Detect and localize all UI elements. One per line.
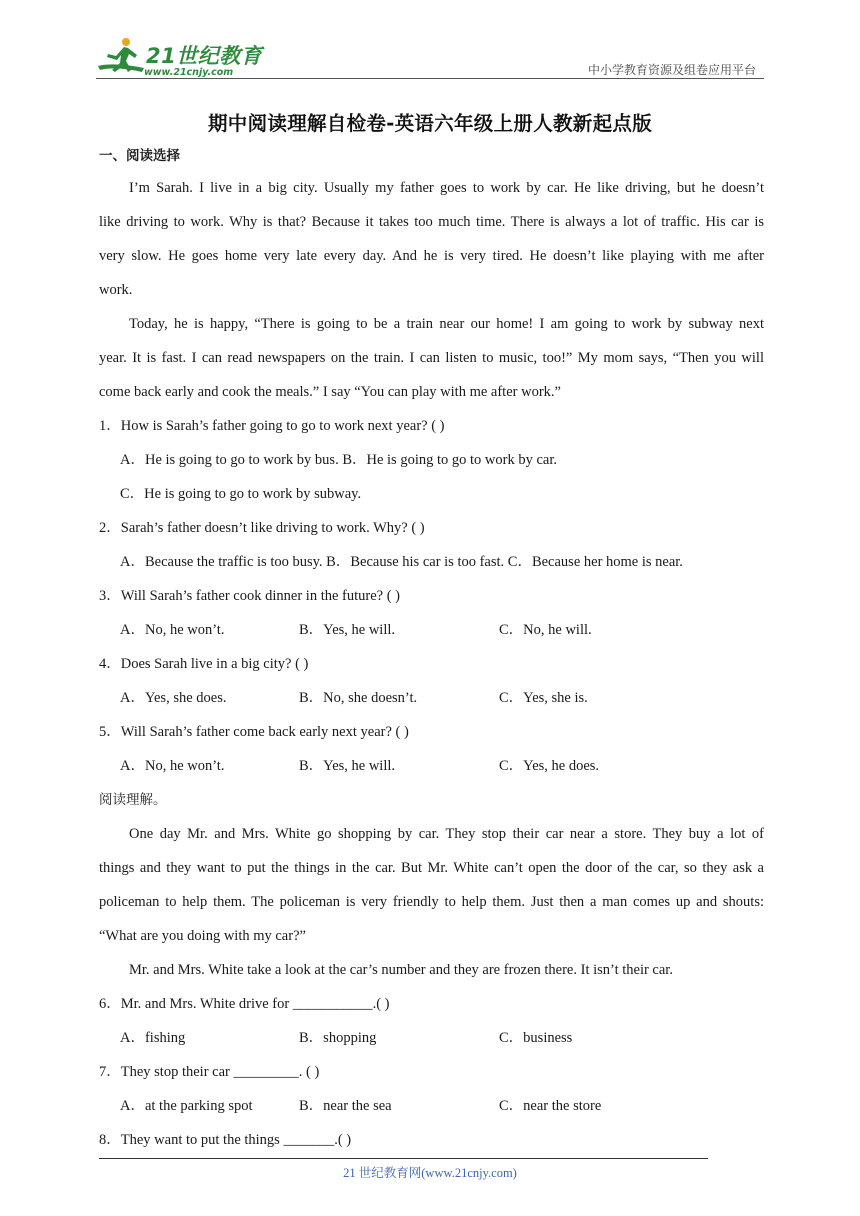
passage-line: Today, he is happy, “There is going to be a train near our home! I am going to work by subway next — [129, 316, 764, 332]
option-c: C．Yes, he does. — [499, 758, 600, 774]
question-2-options: A．Because the traffic is too busy. B．Because his car is too fast. C．Because her home is near. — [120, 554, 683, 570]
question-6: 6．Mr. and Mrs. White drive for ___________.( ) — [99, 996, 390, 1012]
question-1-options-line-2: C．He is going to go to work by subway. — [120, 486, 362, 502]
option-c: C．near the store — [499, 1098, 602, 1114]
question-4: 4．Does Sarah live in a big city? ( ) — [99, 656, 309, 672]
option-a: A．at the parking spot — [120, 1098, 253, 1114]
question-1-options-line-1: A．He is going to go to work by bus. B．He is going to go to work by car. — [120, 452, 557, 468]
option-a: A．No, he won’t. — [120, 622, 225, 638]
question-1: 1．How is Sarah’s father going to go to work next year? ( ) — [99, 418, 445, 434]
page-title: 期中阅读理解自检卷-英语六年级上册人教新起点版 — [208, 112, 652, 135]
passage-line: like driving to work. Why is that? Because it takes too much time. There is always a lot of traffic. His car is — [99, 214, 764, 230]
exam-content — [99, 145, 764, 1157]
logo-url: www.21cnjy.com — [144, 67, 234, 78]
question-3-options — [99, 613, 764, 647]
question-5: 5．Will Sarah’s father come back early next year? ( ) — [99, 724, 409, 740]
option-c: C．business — [499, 1030, 573, 1046]
option-c: C．Yes, she is. — [499, 690, 588, 706]
passage-line: policeman to help them. The policeman is very friendly to help them. Just then a man comes up and shouts: — [99, 894, 764, 910]
logo-text: 21世纪教育 — [146, 44, 263, 68]
option-b: B．No, she doesn’t. — [299, 690, 418, 706]
question-6-options — [99, 1021, 764, 1055]
question-2: 2．Sarah’s father doesn’t like driving to work. Why? ( ) — [99, 520, 425, 536]
running-man-icon — [94, 36, 146, 80]
question-5-options — [99, 749, 764, 783]
passage-2 — [99, 817, 764, 987]
passage-line: “What are you doing with my car?” — [99, 928, 306, 944]
platform-tagline: 中小学教育资源及组卷应用平台 — [587, 63, 756, 77]
option-a: A．fishing — [120, 1030, 186, 1046]
page-header — [0, 0, 860, 80]
option-a: A．No, he won’t. — [120, 758, 225, 774]
question-4-options — [99, 681, 764, 715]
header-divider — [96, 78, 764, 79]
passage-line: I’m Sarah. I live in a big city. Usually my father goes to work by car. He like driving, but he doesn’t — [129, 180, 764, 196]
option-b: B．Yes, he will. — [299, 622, 396, 638]
passage-line: come back early and cook the meals.” I say “You can play with me after work.” — [99, 384, 561, 400]
passage-line: One day Mr. and Mrs. White go shopping by car. They stop their car near a store. They buy a lot of — [129, 826, 764, 842]
option-b: B．shopping — [299, 1030, 377, 1046]
question-7-options — [99, 1089, 764, 1123]
passage-line: things and they want to put the things in the car. But Mr. White can’t open the door of the car, so they ask a — [99, 860, 764, 876]
passage-line: very slow. He goes home very late every day. And he is very tired. He doesn’t like playing with me after — [99, 248, 764, 264]
section-heading-2: 阅读理解。 — [99, 792, 167, 808]
question-3: 3．Will Sarah’s father cook dinner in the future? ( ) — [99, 588, 400, 604]
question-7: 7．They stop their car _________. ( ) — [99, 1064, 320, 1080]
section-heading-1: 一、阅读选择 — [99, 148, 180, 164]
passage-line: work. — [99, 282, 133, 298]
footer-divider — [99, 1158, 708, 1159]
passage-1 — [99, 171, 764, 409]
option-b: B．Yes, he will. — [299, 758, 396, 774]
passage-line: Mr. and Mrs. White take a look at the car’s number and they are frozen there. It isn’t their car. — [129, 962, 673, 978]
option-a: A．Yes, she does. — [120, 690, 227, 706]
passage-line: year. It is fast. I can read newspapers on the train. I can listen to music, too!” My mom says, “Then you will — [99, 350, 764, 366]
option-c: C．No, he will. — [499, 622, 592, 638]
footer-text: 21 世纪教育网(www.21cnjy.com) — [343, 1166, 517, 1180]
site-logo — [94, 36, 264, 80]
option-b: B．near the sea — [299, 1098, 392, 1114]
question-8: 8．They want to put the things _______.( ) — [99, 1132, 352, 1148]
